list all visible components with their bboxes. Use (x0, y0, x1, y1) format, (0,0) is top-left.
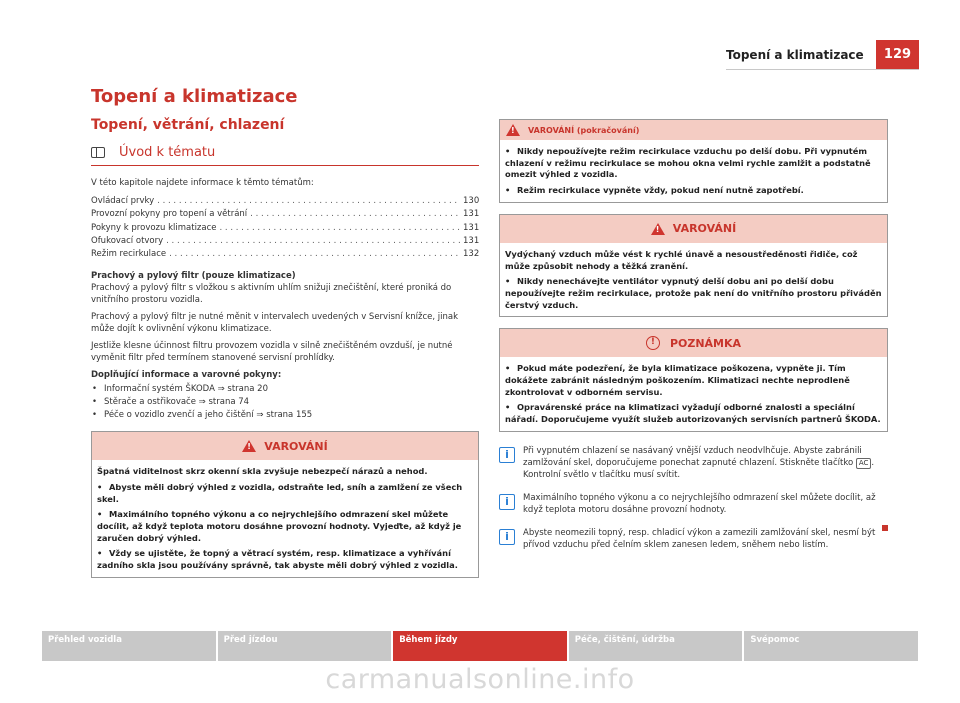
header-rule (726, 69, 919, 70)
paragraph: Jestliže klesne účinnost filtru provozem vozidla v silně znečištěném ovzduší, je nutné vyměnit filtr před termínem stanovené servisní prohlídky. (91, 341, 453, 364)
paragraph: Prachový a pylový filtr je nutné měnit v intervalech uvedených v Servisní knížce, jinak může dojít k ovlivnění výkonu klimatizace. (91, 312, 459, 335)
toc-label: Ovládací prvky (91, 196, 155, 206)
warning-triangle-icon (651, 223, 665, 235)
toc-row[interactable] (91, 248, 479, 261)
warning-title: VAROVÁNÍ (672, 222, 737, 236)
info-text: Při vypnutém chlazení se nasávaný vnější vzduch neodvlhčuje. Abyste zabránili zamlžování skel, doporučujeme ponechat zapnuté chlazení. Stiskněte tlačítko AC . Kontrolní světlo v tlačítku musí svítit. (523, 445, 875, 480)
note-title: POZNÁMKA (669, 336, 742, 350)
warning-triangle-icon (242, 440, 256, 452)
warning-box (499, 214, 888, 318)
tab-behem-jizdy[interactable]: Během jízdy (393, 631, 567, 661)
warning-lead: Vydýchaný vzduch může vést k rychlé únavě a nesoustředěnosti řidiče, což může způsobit nehody a těžká zranění. (505, 248, 858, 271)
info-icon: i (499, 494, 515, 510)
running-title: Topení a klimatizace (726, 48, 864, 62)
subsection-heading (91, 145, 479, 166)
toc-label: Režim recirkulace (91, 249, 167, 260)
warning-item: • Abyste měli dobrý výhled z vozidla, odstraňte led, sníh a zamlžení ze všech skel. (97, 481, 463, 504)
chapter-title: Topení a klimatizace (91, 86, 298, 107)
toc-row[interactable] (91, 222, 479, 235)
note-item: • Opravárenské práce na klimatizaci vyžadují odborné znalosti a speciální nářadí. Doporučujeme využít služeb autorizovaných servisních partnerů ŠKODA. (505, 402, 881, 425)
list-item[interactable]: • Stěrače a ostřikovače ⇒ strana 74 (91, 396, 479, 409)
note-box (499, 328, 888, 432)
info-note (499, 445, 888, 481)
tab-pece-cisteni-udrzba[interactable]: Péče, čištění, údržba (569, 631, 743, 661)
toc-page: 131 (463, 235, 480, 246)
toc-label: Pokyny k provozu klimatizace (91, 222, 217, 233)
list-item[interactable]: • Informační systém ŠKODA ⇒ strana 20 (91, 383, 479, 396)
note-body (500, 357, 887, 431)
watermark: carmanualsonline.info (325, 664, 635, 695)
warning-continued-title: VAROVÁNÍ (pokračování) (528, 125, 640, 135)
toc-row[interactable] (91, 195, 479, 208)
warning-box (91, 431, 479, 578)
warning-header (500, 215, 887, 243)
warning-title: VAROVÁNÍ (264, 439, 328, 453)
info-icon: i (499, 529, 515, 545)
warning-body (500, 243, 887, 317)
warning-item: • Nikdy nenechávejte ventilátor vypnutý delší dobu ani po delší dobu nepoužívejte režim recirkulace, protože pak není do vnitřního prostoru přiváděn čerstvý vzduch. (505, 276, 882, 310)
left-column (91, 86, 479, 578)
warning-item: • Maximálního topného výkonu a co nejrychlejšího odmrazení skel můžete docílit, až když teplota motoru dosáhne provozní hodnoty. Vyjeďte, až když je zaručen dobrý výhled. (97, 509, 462, 543)
info-text: Maximálního topného výkonu a co nejrychlejšího odmrazení skel můžete docílit, až když teplota motoru dosáhne provozní hodnoty. (523, 492, 876, 515)
tab-svepomoc[interactable]: Svépomoc (744, 631, 918, 661)
note-header (500, 329, 887, 357)
info-note (499, 527, 888, 551)
warning-item: • Režim recirkulace vypněte vždy, pokud není nutně zapotřebí. (505, 185, 804, 196)
tab-prehled-vozidla[interactable]: Přehled vozidla (42, 631, 216, 661)
info-text: Abyste neomezili topný, resp. chladicí výkon a zamezili zamlžování skel, nesmí být přívod vzduchu před čelním sklem zanesen ledem, sněhem nebo listím. (523, 527, 876, 550)
note-item: • Pokud máte podezření, že byla klimatizace poškozena, vypněte ji. Tím dokážete zabránit následným poškozením. Klimatizaci nechte neprodleně zkontrolovat v odborném servisu. (505, 363, 850, 397)
book-icon (91, 147, 105, 158)
right-column (499, 119, 888, 551)
intro-text: V této kapitole najdete informace k těmto tématům: (91, 178, 314, 188)
toc-row[interactable] (91, 208, 479, 221)
toc-page: 131 (463, 209, 480, 220)
warning-continued-header (500, 120, 887, 140)
toc-row[interactable] (91, 235, 479, 248)
warning-triangle-icon (506, 124, 520, 136)
toc-label: Provozní pokyny pro topení a větrání (91, 209, 248, 220)
filter-heading: Prachový a pylový filtr (pouze klimatizace) (91, 271, 296, 282)
toc-page: 132 (463, 249, 480, 260)
subsection-title: Úvod k tématu (119, 145, 216, 160)
section-title: Topení, větrání, chlazení (91, 117, 285, 133)
info-icon: i (499, 447, 515, 463)
toc-page: 130 (463, 196, 480, 206)
more-heading: Doplňující informace a varovné pokyny: (91, 370, 282, 381)
page-number: 129 (876, 40, 919, 69)
footer-nav (42, 631, 918, 661)
toc-page: 131 (463, 222, 480, 233)
warning-header (92, 432, 478, 460)
tab-pred-jizdou[interactable]: Před jízdou (218, 631, 392, 661)
more-list (91, 383, 479, 421)
exclamation-circle-icon: ! (646, 336, 660, 350)
warning-item: • Nikdy nepoužívejte režim recirkulace vzduchu po delší dobu. Při vypnutém chlazení v režimu recirkulace se mohou okna velmi rychle zamlžit a podstatně omezit výhled z vozidla. (505, 146, 871, 180)
ac-button-key: AC (856, 458, 872, 469)
section-end-marker (882, 525, 888, 531)
warning-lead: Špatná viditelnost skrz okenní skla zvyšuje nebezpečí nárazů a nehod. (97, 466, 428, 477)
warning-body (500, 140, 887, 202)
toc-list (91, 195, 479, 261)
toc-label: Ofukovací otvory (91, 235, 164, 246)
info-note (499, 492, 888, 516)
warning-item: • Vždy se ujistěte, že topný a větrací systém, resp. klimatizace a vyhřívání zadního skla jsou používány správně, tak abyste měli dobrý výhled z vozidla. (97, 548, 458, 571)
list-item[interactable]: • Péče o vozidlo zvenčí a jeho čištění ⇒ strana 155 (91, 409, 479, 422)
paragraph: Prachový a pylový filtr s vložkou s aktivním uhlím snižuji znečištění, které proniká do vnitřního prostoru vozidla. (91, 283, 452, 306)
warning-continued-box (499, 119, 888, 203)
warning-body (92, 460, 478, 577)
